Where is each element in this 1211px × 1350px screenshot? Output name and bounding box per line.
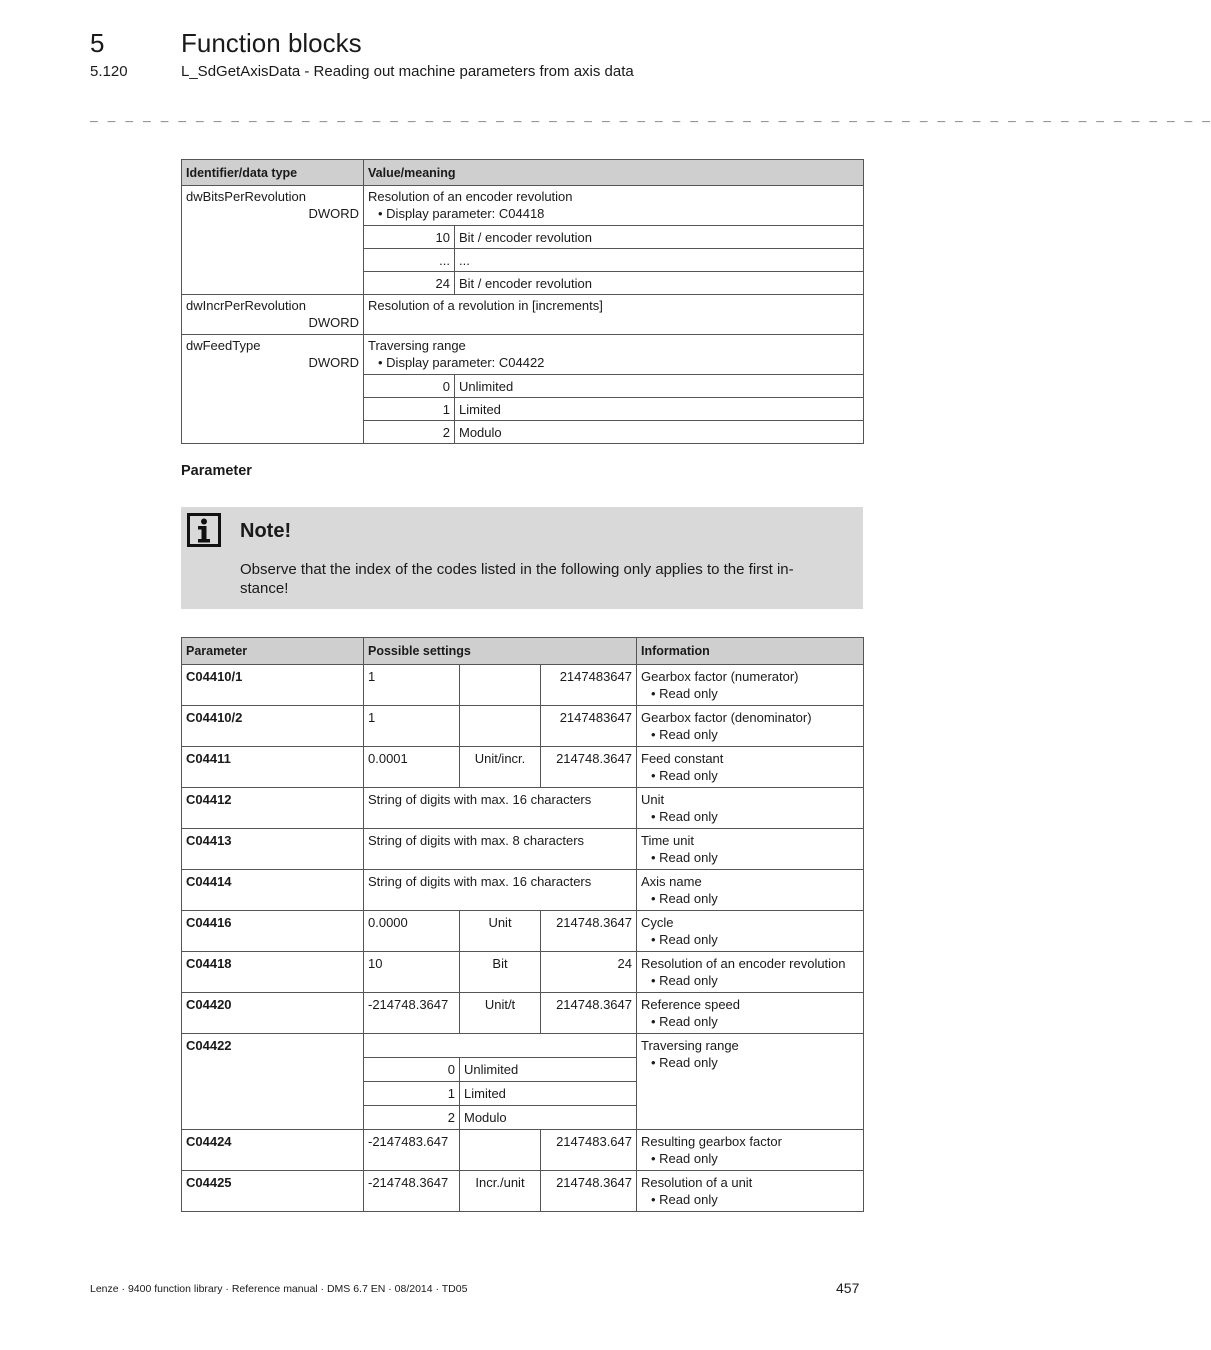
unit-cell: Bit [460, 952, 541, 993]
min-value: -2147483.647 [364, 1130, 460, 1171]
read-only-note: • Read only [651, 809, 718, 824]
info-cell [637, 829, 864, 870]
value-cell: 10 [364, 226, 455, 249]
unit-cell [460, 1130, 541, 1171]
info-text: Feed constant [641, 751, 724, 766]
info-cell [637, 788, 864, 829]
max-value: 214748.3647 [541, 911, 637, 952]
info-text: Resulting gearbox factor [641, 1134, 782, 1149]
page-number: 457 [836, 1280, 860, 1296]
identifier-name: dwBitsPerRevolution [186, 189, 306, 204]
parameter-code: C04420 [182, 993, 364, 1034]
info-text: Traversing range [641, 1038, 739, 1053]
table-row [182, 706, 864, 747]
table-row [182, 829, 864, 870]
unit-cell: Unit/incr. [460, 747, 541, 788]
value-meaning [364, 186, 864, 226]
info-cell [637, 911, 864, 952]
info-cell [637, 1130, 864, 1171]
read-only-note: • Read only [651, 891, 718, 906]
note-box [181, 507, 863, 609]
parameter-code: C04414 [182, 870, 364, 911]
info-text: Axis name [641, 874, 702, 889]
parameter-table [181, 637, 864, 1212]
meaning-cell: Unlimited [460, 1058, 637, 1082]
unit-cell [460, 706, 541, 747]
read-only-note: • Read only [651, 973, 718, 988]
info-icon [187, 513, 221, 547]
unit-cell [460, 665, 541, 706]
description: Resolution of an encoder revolution [368, 189, 573, 204]
table-row [182, 1130, 864, 1171]
read-only-note: • Read only [651, 1192, 718, 1207]
info-cell [637, 870, 864, 911]
header-rule: _ _ _ _ _ _ _ _ _ _ _ _ _ _ _ _ _ _ _ _ _ _ _ _ _ _ _ _ _ _ _ _ _ _ _ _ _ _ _ _ _ _ _ _ _ _ _ _ _ _ _ _ _ _ _ _ _ _ _ _ _ _ _ _ [90, 108, 1211, 123]
read-only-note: • Read only [651, 1014, 718, 1029]
table-row [182, 665, 864, 706]
min-value: 10 [364, 952, 460, 993]
meaning-cell: Bit / encoder revolution [455, 272, 864, 295]
info-cell [637, 665, 864, 706]
parameter-code: C04413 [182, 829, 364, 870]
identifier-table [181, 159, 864, 444]
section-title: L_SdGetAxisData - Reading out machine parameters from axis data [181, 63, 634, 80]
value-meaning: Resolution of a revolution in [increments] [364, 295, 864, 335]
parameter-code: C04410/2 [182, 706, 364, 747]
info-cell [637, 706, 864, 747]
section-number: 5.120 [90, 63, 128, 80]
parameter-code: C04416 [182, 911, 364, 952]
note-title: Note! [240, 520, 292, 542]
parameter-code: C04425 [182, 1171, 364, 1212]
value-cell: 1 [364, 1082, 460, 1106]
data-type: DWORD [308, 355, 359, 370]
table-header: Identifier/data type [182, 160, 364, 186]
value-cell: 2 [364, 1106, 460, 1130]
table-header: Information [637, 638, 864, 665]
data-type: DWORD [308, 315, 359, 330]
max-value: 214748.3647 [541, 747, 637, 788]
read-only-note: • Read only [651, 686, 718, 701]
identifier-cell [182, 295, 364, 335]
note-text: Observe that the index of the codes listed in the following only applies to the first in-stance! [240, 561, 794, 597]
identifier-cell [182, 186, 364, 295]
unit-cell: Incr./unit [460, 1171, 541, 1212]
bullet-item: • Display parameter: C04422 [378, 355, 545, 370]
info-text: Resolution of a unit [641, 1175, 753, 1190]
max-value: 2147483647 [541, 706, 637, 747]
identifier-name: dwFeedType [186, 338, 261, 353]
settings-cell: String of digits with max. 16 characters [364, 788, 637, 829]
read-only-note: • Read only [651, 932, 718, 947]
unit-cell: Unit/t [460, 993, 541, 1034]
min-value: 0.0000 [364, 911, 460, 952]
value-cell: 0 [364, 375, 455, 398]
parameter-code: C04424 [182, 1130, 364, 1171]
min-value: 1 [364, 665, 460, 706]
table-row [182, 870, 864, 911]
settings-cell: String of digits with max. 8 characters [364, 829, 637, 870]
meaning-cell: ... [455, 249, 864, 272]
meaning-cell: Unlimited [455, 375, 864, 398]
footer-text: Lenze · 9400 function library · Reference manual · DMS 6.7 EN · 08/2014 · TD05 [90, 1283, 468, 1295]
min-value: -214748.3647 [364, 993, 460, 1034]
read-only-note: • Read only [651, 727, 718, 742]
table-header: Parameter [182, 638, 364, 665]
max-value: 24 [541, 952, 637, 993]
parameter-heading: Parameter [181, 463, 252, 479]
table-header: Value/meaning [364, 160, 864, 186]
info-text: Time unit [641, 833, 694, 848]
value-cell: 24 [364, 272, 455, 295]
meaning-cell: Limited [460, 1082, 637, 1106]
bullet-item: • Display parameter: C04418 [378, 206, 545, 221]
parameter-code: C04411 [182, 747, 364, 788]
identifier-name: dwIncrPerRevolution [186, 298, 306, 313]
info-cell [637, 1171, 864, 1212]
value-meaning [364, 335, 864, 375]
settings-cell [364, 1034, 637, 1058]
max-value: 2147483647 [541, 665, 637, 706]
info-text: Gearbox factor (numerator) [641, 669, 799, 684]
max-value: 214748.3647 [541, 1171, 637, 1212]
min-value: -214748.3647 [364, 1171, 460, 1212]
parameter-code: C04412 [182, 788, 364, 829]
read-only-note: • Read only [651, 1151, 718, 1166]
meaning-cell: Modulo [455, 421, 864, 444]
settings-cell: String of digits with max. 16 characters [364, 870, 637, 911]
min-value: 1 [364, 706, 460, 747]
parameter-code: C04410/1 [182, 665, 364, 706]
info-text: Unit [641, 792, 665, 807]
info-text: Reference speed [641, 997, 741, 1012]
identifier-cell [182, 335, 364, 444]
data-type: DWORD [308, 206, 359, 221]
info-text: Cycle [641, 915, 674, 930]
meaning-cell: Modulo [460, 1106, 637, 1130]
chapter-title: Function blocks [181, 28, 362, 58]
info-cell [637, 1034, 864, 1130]
value-cell: 2 [364, 421, 455, 444]
max-value: 2147483.647 [541, 1130, 637, 1171]
meaning-cell: Bit / encoder revolution [455, 226, 864, 249]
value-cell: 1 [364, 398, 455, 421]
table-row [182, 911, 864, 952]
info-cell [637, 993, 864, 1034]
chapter-number: 5 [90, 28, 105, 58]
table-row [182, 993, 864, 1034]
info-cell [637, 747, 864, 788]
table-row [182, 1171, 864, 1212]
table-row [182, 747, 864, 788]
table-row [182, 788, 864, 829]
info-text: Resolution of an encoder revolution [641, 956, 846, 971]
parameter-code: C04418 [182, 952, 364, 993]
meaning-cell: Limited [455, 398, 864, 421]
parameter-code: C04422 [182, 1034, 364, 1130]
info-cell [637, 952, 864, 993]
max-value: 214748.3647 [541, 993, 637, 1034]
description: Traversing range [368, 338, 466, 353]
min-value: 0.0001 [364, 747, 460, 788]
value-cell: ... [364, 249, 455, 272]
table-header: Possible settings [364, 638, 637, 665]
value-cell: 0 [364, 1058, 460, 1082]
read-only-note: • Read only [651, 768, 718, 783]
info-text: Gearbox factor (denominator) [641, 710, 812, 725]
unit-cell: Unit [460, 911, 541, 952]
read-only-note: • Read only [651, 1055, 718, 1070]
read-only-note: • Read only [651, 850, 718, 865]
table-row [182, 952, 864, 993]
